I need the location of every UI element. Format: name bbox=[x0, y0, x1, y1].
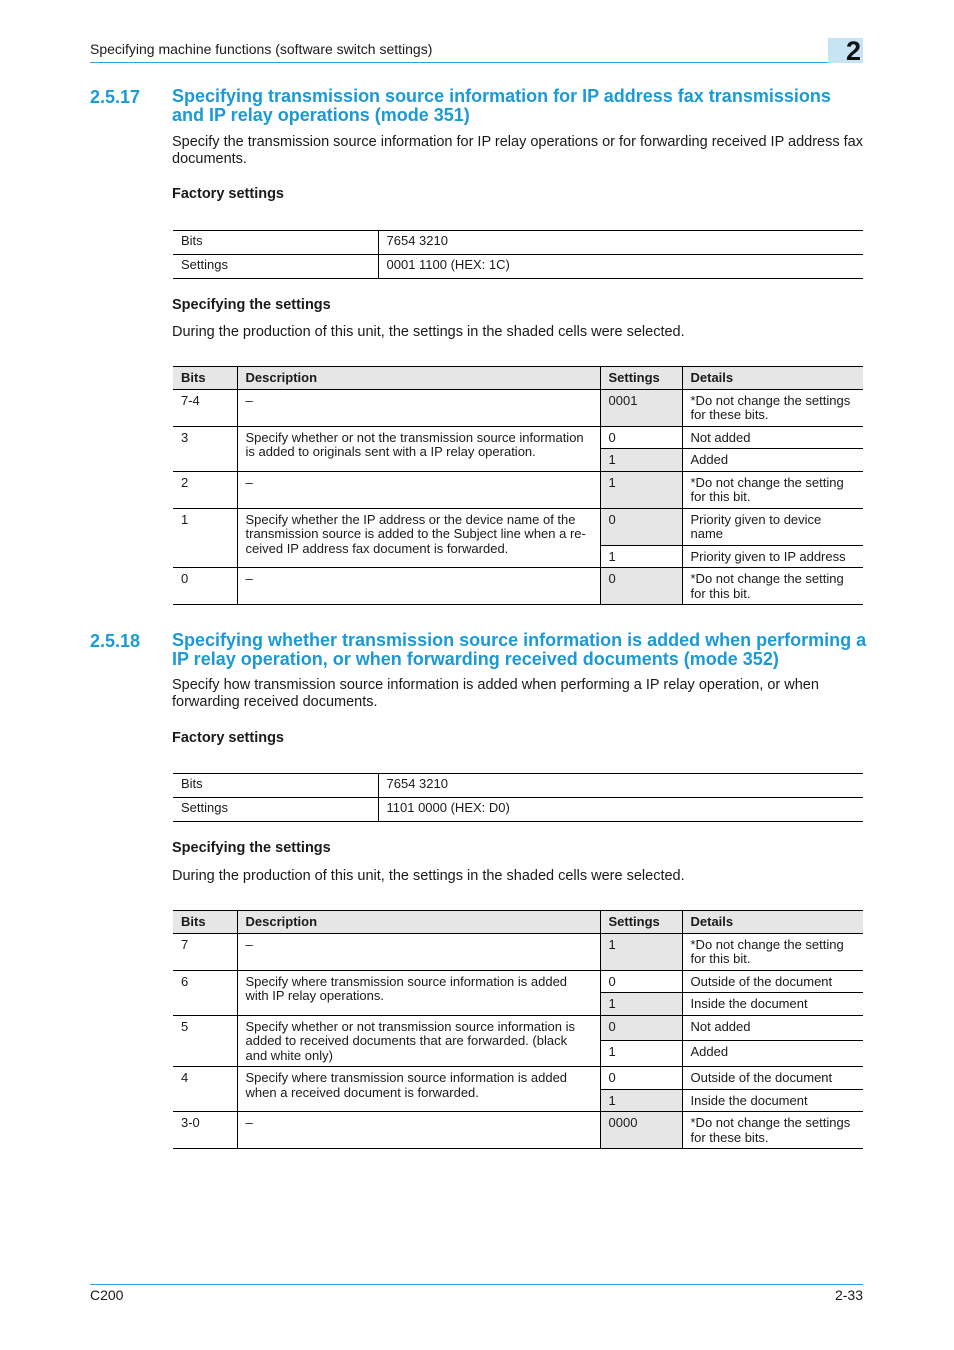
description-cell: – bbox=[237, 933, 600, 970]
setting-value-cell: 1 bbox=[600, 449, 682, 472]
table-row bbox=[173, 568, 863, 605]
details-cell: *Do not change the settings for these bits. bbox=[682, 1112, 863, 1149]
settings-column-header: Settings bbox=[600, 911, 682, 934]
setting-value-cell: 1 bbox=[600, 933, 682, 970]
description-cell: – bbox=[237, 389, 600, 426]
section-title: Specifying whether transmission source information is added when performing a IP relay operation, or when forwarding received documents (mode 352) bbox=[172, 630, 867, 669]
details-cell: *Do not change the setting for this bit. bbox=[682, 471, 863, 508]
settings-table bbox=[173, 910, 863, 1149]
bits-cell: 7 bbox=[173, 933, 237, 970]
running-header: Specifying machine functions (software switch settings) bbox=[90, 41, 433, 57]
specifying-settings-heading: Specifying the settings bbox=[172, 840, 331, 856]
bits-label: Bits bbox=[173, 774, 378, 798]
details-cell: Inside the document bbox=[682, 1089, 863, 1112]
description-cell: Specify where transmission source information is added with IP relay operations. bbox=[237, 970, 600, 1015]
bits-column-header: Bits bbox=[173, 367, 237, 390]
bits-cell: 0 bbox=[173, 568, 237, 605]
factory-settings-table bbox=[173, 773, 863, 822]
settings-label: Settings bbox=[173, 255, 378, 279]
setting-value-cell: 1 bbox=[600, 545, 682, 568]
description-cell: Specify where transmission source information is added when a received document is forwarded. bbox=[237, 1067, 600, 1112]
bits-cell: 1 bbox=[173, 508, 237, 568]
table-row bbox=[173, 255, 863, 279]
section-title: Specifying transmission source information for IP address fax transmissions and IP relay operations (mode 351) bbox=[172, 86, 831, 125]
setting-value-cell: 0 bbox=[600, 970, 682, 993]
setting-value-cell: 0 bbox=[600, 426, 682, 449]
description-column-header: Description bbox=[237, 367, 600, 390]
details-cell: Not added bbox=[682, 426, 863, 449]
setting-value-cell: 0 bbox=[600, 1067, 682, 1090]
bits-cell: 3-0 bbox=[173, 1112, 237, 1149]
specifying-settings-intro: During the production of this unit, the settings in the shaded cells were selected. bbox=[172, 868, 685, 884]
factory-settings-heading: Factory settings bbox=[172, 730, 284, 746]
setting-value-cell: 0000 bbox=[600, 1112, 682, 1149]
footer-rule bbox=[90, 1284, 863, 1285]
description-cell: – bbox=[237, 568, 600, 605]
page-number: 2-33 bbox=[834, 1287, 863, 1303]
description-cell: Specify whether or not transmission source information is added to received documents that are forwarded. (black and white only) bbox=[237, 1015, 600, 1067]
section-number: 2.5.17 bbox=[90, 87, 141, 107]
description-cell: – bbox=[237, 471, 600, 508]
header-rule bbox=[90, 62, 863, 63]
setting-value-cell: 1 bbox=[600, 1089, 682, 1112]
details-cell: Not added bbox=[682, 1015, 863, 1041]
table-row bbox=[173, 933, 863, 970]
details-cell: Outside of the document bbox=[682, 970, 863, 993]
table-row bbox=[173, 389, 863, 426]
description-column-header: Description bbox=[237, 911, 600, 934]
table-row bbox=[173, 508, 863, 545]
bits-label: Bits bbox=[173, 231, 378, 255]
setting-value-cell: 0001 bbox=[600, 389, 682, 426]
bits-cell: 5 bbox=[173, 1015, 237, 1067]
table-row bbox=[173, 774, 863, 798]
setting-value-cell: 0 bbox=[600, 508, 682, 545]
details-cell: Inside the document bbox=[682, 993, 863, 1016]
bits-cell: 2 bbox=[173, 471, 237, 508]
table-row bbox=[173, 1067, 863, 1090]
table-row bbox=[173, 1112, 863, 1149]
footer-model: C200 bbox=[90, 1287, 124, 1303]
details-cell: Priority given to IP address bbox=[682, 545, 863, 568]
details-cell: *Do not change the setting for this bit. bbox=[682, 933, 863, 970]
details-cell: Added bbox=[682, 449, 863, 472]
bits-value: 7654 3210 bbox=[378, 231, 863, 255]
table-row bbox=[173, 471, 863, 508]
table-row bbox=[173, 970, 863, 993]
settings-value: 0001 1100 (HEX: 1C) bbox=[378, 255, 863, 279]
setting-value-cell: 1 bbox=[600, 471, 682, 508]
description-cell: – bbox=[237, 1112, 600, 1149]
details-column-header: Details bbox=[682, 911, 863, 934]
table-row bbox=[173, 1015, 863, 1041]
settings-value: 1101 0000 (HEX: D0) bbox=[378, 798, 863, 822]
settings-label: Settings bbox=[173, 798, 378, 822]
details-cell: *Do not change the settings for these bits. bbox=[682, 389, 863, 426]
description-cell: Specify whether the IP address or the device name of the transmission source is added to the Subject line when a re-ceived IP address fax document is forwarded. bbox=[237, 508, 600, 568]
details-cell: *Do not change the setting for this bit. bbox=[682, 568, 863, 605]
factory-settings-heading: Factory settings bbox=[172, 186, 284, 202]
bits-value: 7654 3210 bbox=[378, 774, 863, 798]
section-intro: Specify how transmission source information is added when performing a IP relay operation, or when forwarding received documents. bbox=[172, 677, 819, 710]
factory-settings-table bbox=[173, 230, 863, 279]
details-cell: Added bbox=[682, 1041, 863, 1067]
bits-cell: 7-4 bbox=[173, 389, 237, 426]
table-row bbox=[173, 231, 863, 255]
details-cell: Priority given to device name bbox=[682, 508, 863, 545]
setting-value-cell: 1 bbox=[600, 993, 682, 1016]
settings-column-header: Settings bbox=[600, 367, 682, 390]
table-row bbox=[173, 798, 863, 822]
settings-table bbox=[173, 366, 863, 605]
table-header-row bbox=[173, 911, 863, 934]
specifying-settings-heading: Specifying the settings bbox=[172, 297, 331, 313]
description-cell: Specify whether or not the transmission source information is added to originals sent with a IP relay operation. bbox=[237, 426, 600, 471]
section-number: 2.5.18 bbox=[90, 631, 141, 651]
specifying-settings-intro: During the production of this unit, the settings in the shaded cells were selected. bbox=[172, 324, 685, 340]
section-intro: Specify the transmission source information for IP relay operations or for forwarding received IP address fax documents. bbox=[172, 134, 863, 167]
table-row bbox=[173, 426, 863, 449]
setting-value-cell: 0 bbox=[600, 1015, 682, 1041]
details-column-header: Details bbox=[682, 367, 863, 390]
chapter-number: 2 bbox=[846, 36, 862, 66]
bits-cell: 3 bbox=[173, 426, 237, 471]
table-header-row bbox=[173, 367, 863, 390]
details-cell: Outside of the document bbox=[682, 1067, 863, 1090]
setting-value-cell: 1 bbox=[600, 1041, 682, 1067]
bits-cell: 4 bbox=[173, 1067, 237, 1112]
bits-cell: 6 bbox=[173, 970, 237, 1015]
setting-value-cell: 0 bbox=[600, 568, 682, 605]
bits-column-header: Bits bbox=[173, 911, 237, 934]
